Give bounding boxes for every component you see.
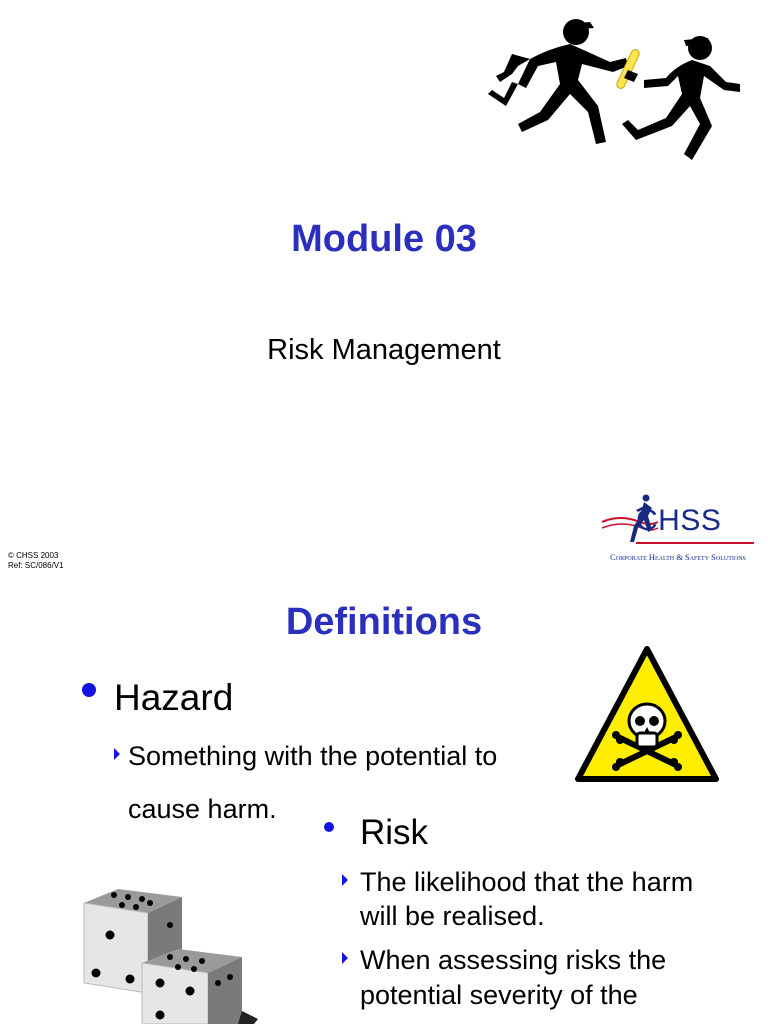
dice-illustration bbox=[78, 883, 258, 1024]
module-title: Module 03 bbox=[291, 218, 477, 260]
hazard-definition-line2: cause harm. bbox=[128, 794, 277, 824]
module-subtitle: Risk Management bbox=[267, 334, 501, 366]
hazard-sub-bullet-icon bbox=[114, 748, 120, 760]
copyright-text: © CHSS 2003 bbox=[8, 551, 59, 560]
chss-logo-name: CHSS bbox=[636, 504, 722, 537]
risk-bullet-dot bbox=[324, 822, 334, 832]
chss-logo-tagline: Corporate Health & Safety Solutions bbox=[610, 552, 746, 562]
risk-definition-line2: will be realised. bbox=[360, 901, 545, 931]
slide-2 bbox=[0, 585, 768, 1024]
risk-assessing-line2: potential severity of the bbox=[360, 980, 638, 1010]
chss-logo-rule bbox=[636, 542, 754, 544]
definitions-title: Definitions bbox=[285, 601, 483, 643]
relay-runners-illustration bbox=[478, 14, 748, 164]
risk-assessing-line1: When assessing risks the bbox=[360, 945, 667, 975]
risk-label: Risk bbox=[360, 813, 429, 852]
risk-sub-bullet-1-icon bbox=[342, 874, 348, 886]
chss-logo bbox=[600, 492, 756, 568]
toxic-warning-sign-icon bbox=[574, 645, 720, 783]
hazard-label: Hazard bbox=[114, 677, 234, 718]
risk-sub-bullet-2-icon bbox=[342, 952, 348, 964]
hazard-definition-line1: Something with the potential to bbox=[128, 741, 498, 771]
reference-text: Ref: SC/086/V1 bbox=[8, 561, 64, 570]
risk-definition-line1: The likelihood that the harm bbox=[360, 867, 694, 897]
hazard-bullet-dot bbox=[82, 683, 96, 697]
